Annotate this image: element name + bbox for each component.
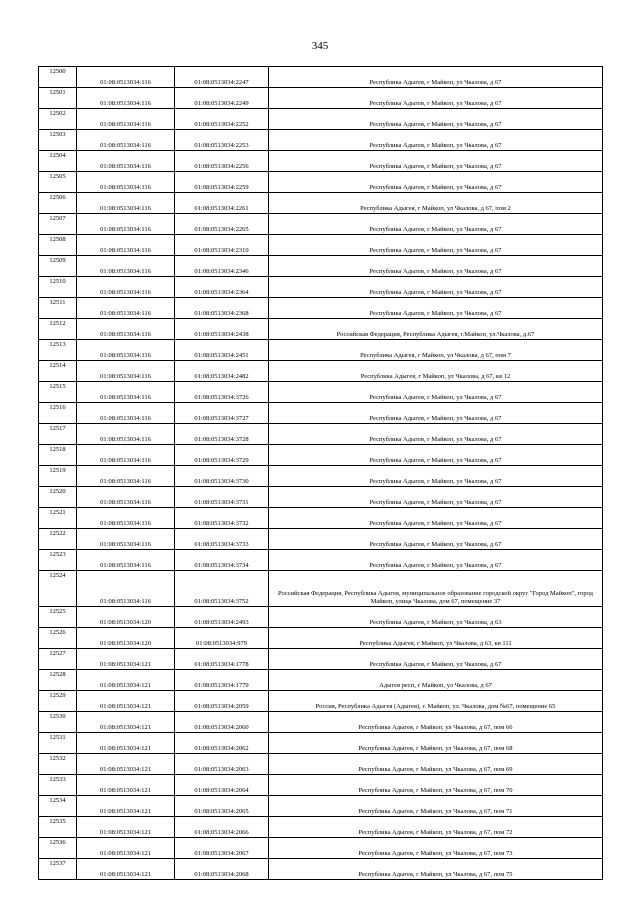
address-cell: Республика Адыгея, г Майкоп, ул Чкалова, д 67, пом 66 xyxy=(269,712,603,733)
object-cadastral-number-cell: 01:08:0513034:2068 xyxy=(175,859,269,880)
object-cadastral-number-cell: 01:08:0513034:2261 xyxy=(175,193,269,214)
parent-cadastral-number-cell: 01:08:0513034:116 xyxy=(77,466,175,487)
parent-cadastral-number-cell: 01:08:0513034:116 xyxy=(77,172,175,193)
table-row xyxy=(39,214,603,235)
address-cell: Республика Адыгея, г Майкоп, ул Чкалова, д 67 xyxy=(269,382,603,403)
row-number-cell: 12519 xyxy=(39,466,77,487)
row-number-cell: 12507 xyxy=(39,214,77,235)
address-cell: Республика Адыгея, г Майкоп, ул Чкалова, д 67, пом 7 xyxy=(269,340,603,361)
row-number-cell: 12509 xyxy=(39,256,77,277)
object-cadastral-number-cell: 01:08:0513034:2249 xyxy=(175,88,269,109)
address-cell: Республика Адыгея, г Майкоп, ул Чкалова, д 67, кв 12 xyxy=(269,361,603,382)
parent-cadastral-number-cell: 01:08:0513034:120 xyxy=(77,607,175,628)
address-cell: Республика Адыгея, г Майкоп, ул Чкалова, д 67, пом 71 xyxy=(269,796,603,817)
row-number-cell: 12505 xyxy=(39,172,77,193)
table-row xyxy=(39,796,603,817)
table-row xyxy=(39,712,603,733)
table-row xyxy=(39,340,603,361)
table-row xyxy=(39,319,603,340)
parent-cadastral-number-cell: 01:08:0513034:121 xyxy=(77,733,175,754)
table-row xyxy=(39,466,603,487)
address-cell: Республика Адыгея, г Майкоп, ул Чкалова, д 67 xyxy=(269,424,603,445)
address-cell: Республика Адыгея, г Майкоп, ул Чкалова, д 67 xyxy=(269,466,603,487)
address-cell: Республика Адыгея, г Майкоп, ул Чкалова, д 67 xyxy=(269,277,603,298)
row-number-cell: 12504 xyxy=(39,151,77,172)
object-cadastral-number-cell: 01:08:0513034:2253 xyxy=(175,130,269,151)
row-number-cell: 12529 xyxy=(39,691,77,712)
row-number-cell: 12506 xyxy=(39,193,77,214)
parent-cadastral-number-cell: 01:08:0513034:116 xyxy=(77,130,175,151)
parent-cadastral-number-cell: 01:08:0513034:121 xyxy=(77,838,175,859)
parent-cadastral-number-cell: 01:08:0513034:121 xyxy=(77,712,175,733)
object-cadastral-number-cell: 01:08:0513034:2065 xyxy=(175,796,269,817)
table-row xyxy=(39,529,603,550)
parent-cadastral-number-cell: 01:08:0513034:116 xyxy=(77,340,175,361)
parent-cadastral-number-cell: 01:08:0513034:116 xyxy=(77,529,175,550)
table-row xyxy=(39,445,603,466)
table-row xyxy=(39,775,603,796)
row-number-cell: 12501 xyxy=(39,88,77,109)
row-number-cell: 12512 xyxy=(39,319,77,340)
row-number-cell: 12503 xyxy=(39,130,77,151)
table-row xyxy=(39,193,603,214)
parent-cadastral-number-cell: 01:08:0513034:116 xyxy=(77,256,175,277)
table-row xyxy=(39,130,603,151)
table-row xyxy=(39,838,603,859)
object-cadastral-number-cell: 01:08:0513034:979 xyxy=(175,628,269,649)
table-row xyxy=(39,487,603,508)
parent-cadastral-number-cell: 01:08:0513034:120 xyxy=(77,628,175,649)
parent-cadastral-number-cell: 01:08:0513034:116 xyxy=(77,424,175,445)
parent-cadastral-number-cell: 01:08:0513034:116 xyxy=(77,67,175,88)
object-cadastral-number-cell: 01:08:0513034:3730 xyxy=(175,466,269,487)
parent-cadastral-number-cell: 01:08:0513034:121 xyxy=(77,859,175,880)
table-row xyxy=(39,109,603,130)
object-cadastral-number-cell: 01:08:0513034:1779 xyxy=(175,670,269,691)
object-cadastral-number-cell: 01:08:0513034:2259 xyxy=(175,172,269,193)
address-cell: Республика Адыгея, г Майкоп, ул Чкалова, д 67 xyxy=(269,172,603,193)
table-row xyxy=(39,151,603,172)
address-cell: Республика Адыгея, г Майкоп, ул Чкалова, д 67 xyxy=(269,403,603,424)
object-cadastral-number-cell: 01:08:0513034:2364 xyxy=(175,277,269,298)
parent-cadastral-number-cell: 01:08:0513034:116 xyxy=(77,298,175,319)
row-number-cell: 12511 xyxy=(39,298,77,319)
address-cell: Республика Адыгея, г Майкоп, ул Чкалова, д 67 xyxy=(269,508,603,529)
parent-cadastral-number-cell: 01:08:0513034:116 xyxy=(77,214,175,235)
row-number-cell: 12527 xyxy=(39,649,77,670)
address-cell: Республика Адыгея, г Майкоп, ул Чкалова, д 63 xyxy=(269,607,603,628)
row-number-cell: 12502 xyxy=(39,109,77,130)
table-row xyxy=(39,424,603,445)
table-row xyxy=(39,172,603,193)
object-cadastral-number-cell: 01:08:0513034:2451 xyxy=(175,340,269,361)
table-row xyxy=(39,733,603,754)
object-cadastral-number-cell: 01:08:0513034:3734 xyxy=(175,550,269,571)
table-row xyxy=(39,859,603,880)
parent-cadastral-number-cell: 01:08:0513034:116 xyxy=(77,109,175,130)
table-row xyxy=(39,298,603,319)
object-cadastral-number-cell: 01:08:0513034:2067 xyxy=(175,838,269,859)
row-number-cell: 12521 xyxy=(39,508,77,529)
object-cadastral-number-cell: 01:08:0513034:2252 xyxy=(175,109,269,130)
object-cadastral-number-cell: 01:08:0513034:2064 xyxy=(175,775,269,796)
table-row xyxy=(39,403,603,424)
row-number-cell: 12513 xyxy=(39,340,77,361)
address-cell: Республика Адыгея, г Майкоп, ул Чкалова, д 67 xyxy=(269,88,603,109)
address-cell: Республика Адыгея, г Майкоп, ул Чкалова, д 67, пом 2 xyxy=(269,193,603,214)
address-cell: Республика Адыгея, г Майкоп, ул Чкалова, д 67 xyxy=(269,256,603,277)
row-number-cell: 12530 xyxy=(39,712,77,733)
parent-cadastral-number-cell: 01:08:0513034:116 xyxy=(77,487,175,508)
address-cell: Республика Адыгея, г Майкоп, ул Чкалова, д 63, кв 111 xyxy=(269,628,603,649)
parent-cadastral-number-cell: 01:08:0513034:116 xyxy=(77,571,175,607)
object-cadastral-number-cell: 01:08:0513034:2368 xyxy=(175,298,269,319)
address-cell: Республика Адыгея, г Майкоп, ул Чкалова, д 67 xyxy=(269,214,603,235)
address-cell: Республика Адыгея, г Майкоп, ул Чкалова, д 67 xyxy=(269,235,603,256)
table-row xyxy=(39,817,603,838)
address-cell: Адыгея респ, г Майкоп, ул Чкалова, д 67 xyxy=(269,670,603,691)
parent-cadastral-number-cell: 01:08:0513034:121 xyxy=(77,670,175,691)
object-cadastral-number-cell: 01:08:0513034:3729 xyxy=(175,445,269,466)
parent-cadastral-number-cell: 01:08:0513034:116 xyxy=(77,193,175,214)
parent-cadastral-number-cell: 01:08:0513034:116 xyxy=(77,508,175,529)
parent-cadastral-number-cell: 01:08:0513034:116 xyxy=(77,277,175,298)
row-number-cell: 12535 xyxy=(39,817,77,838)
address-cell: Россия, Республика Адыгея (Адыгея), г. Майкоп, ул. Чкалова, дом №67, помещение 65 xyxy=(269,691,603,712)
object-cadastral-number-cell: 01:08:0513034:2310 xyxy=(175,235,269,256)
table-row xyxy=(39,256,603,277)
row-number-cell: 12523 xyxy=(39,550,77,571)
address-cell: Республика Адыгея, г Майкоп, ул Чкалова, д 67 xyxy=(269,298,603,319)
table-row xyxy=(39,361,603,382)
object-cadastral-number-cell: 01:08:0513034:3733 xyxy=(175,529,269,550)
address-cell: Республика Адыгея, г Майкоп, ул Чкалова, д 67 xyxy=(269,445,603,466)
object-cadastral-number-cell: 01:08:0513034:2063 xyxy=(175,754,269,775)
address-cell: Республика Адыгея, г Майкоп, ул Чкалова, д 67, пом 72 xyxy=(269,817,603,838)
row-number-cell: 12508 xyxy=(39,235,77,256)
object-cadastral-number-cell: 01:08:0513034:3752 xyxy=(175,571,269,607)
table-row xyxy=(39,382,603,403)
object-cadastral-number-cell: 01:08:0513034:3731 xyxy=(175,487,269,508)
registry-table xyxy=(38,66,603,880)
parent-cadastral-number-cell: 01:08:0513034:121 xyxy=(77,817,175,838)
row-number-cell: 12516 xyxy=(39,403,77,424)
address-cell: Российская Федерация, Республика Адыгея, г.Майкоп, ул.Чкалова, д.67 xyxy=(269,319,603,340)
row-number-cell: 12500 xyxy=(39,67,77,88)
object-cadastral-number-cell: 01:08:0513034:2346 xyxy=(175,256,269,277)
address-cell: Республика Адыгея, г Майкоп, ул Чкалова, д 67, пом 70 xyxy=(269,775,603,796)
object-cadastral-number-cell: 01:08:0513034:2247 xyxy=(175,67,269,88)
parent-cadastral-number-cell: 01:08:0513034:116 xyxy=(77,319,175,340)
parent-cadastral-number-cell: 01:08:0513034:121 xyxy=(77,691,175,712)
object-cadastral-number-cell: 01:08:0513034:2482 xyxy=(175,361,269,382)
object-cadastral-number-cell: 01:08:0513034:3726 xyxy=(175,382,269,403)
parent-cadastral-number-cell: 01:08:0513034:116 xyxy=(77,88,175,109)
object-cadastral-number-cell: 01:08:0513034:3727 xyxy=(175,403,269,424)
address-cell: Республика Адыгея, г Майкоп, ул Чкалова, д 67 xyxy=(269,529,603,550)
address-cell: Республика Адыгея, г Майкоп, ул Чкалова, д 67, пом 69 xyxy=(269,754,603,775)
table-row xyxy=(39,754,603,775)
table-row xyxy=(39,670,603,691)
table-row xyxy=(39,550,603,571)
address-cell: Республика Адыгея, г Майкоп, ул Чкалова, д 67 xyxy=(269,67,603,88)
object-cadastral-number-cell: 01:08:0513034:2066 xyxy=(175,817,269,838)
object-cadastral-number-cell: 01:08:0513034:3728 xyxy=(175,424,269,445)
address-cell: Республика Адыгея, г Майкоп, ул Чкалова, д 67 xyxy=(269,550,603,571)
parent-cadastral-number-cell: 01:08:0513034:121 xyxy=(77,796,175,817)
address-cell: Республика Адыгея, г Майкоп, ул Чкалова, д 67 xyxy=(269,109,603,130)
parent-cadastral-number-cell: 01:08:0513034:121 xyxy=(77,754,175,775)
row-number-cell: 12536 xyxy=(39,838,77,859)
row-number-cell: 12515 xyxy=(39,382,77,403)
object-cadastral-number-cell: 01:08:0513034:2493 xyxy=(175,607,269,628)
object-cadastral-number-cell: 01:08:0513034:2062 xyxy=(175,733,269,754)
page-number: 345 xyxy=(311,40,329,52)
table-row xyxy=(39,607,603,628)
parent-cadastral-number-cell: 01:08:0513034:116 xyxy=(77,445,175,466)
row-number-cell: 12510 xyxy=(39,277,77,298)
parent-cadastral-number-cell: 01:08:0513034:116 xyxy=(77,403,175,424)
row-number-cell: 12532 xyxy=(39,754,77,775)
object-cadastral-number-cell: 01:08:0513034:2438 xyxy=(175,319,269,340)
table-row xyxy=(39,235,603,256)
parent-cadastral-number-cell: 01:08:0513034:116 xyxy=(77,361,175,382)
address-cell: Республика Адыгея, г Майкоп, ул Чкалова, д 67 xyxy=(269,649,603,670)
row-number-cell: 12520 xyxy=(39,487,77,508)
parent-cadastral-number-cell: 01:08:0513034:116 xyxy=(77,550,175,571)
parent-cadastral-number-cell: 01:08:0513034:121 xyxy=(77,775,175,796)
table-row xyxy=(39,691,603,712)
row-number-cell: 12531 xyxy=(39,733,77,754)
row-number-cell: 12526 xyxy=(39,628,77,649)
row-number-cell: 12537 xyxy=(39,859,77,880)
row-number-cell: 12528 xyxy=(39,670,77,691)
object-cadastral-number-cell: 01:08:0513034:2059 xyxy=(175,691,269,712)
address-cell: Республика Адыгея, г Майкоп, ул Чкалова, д 67 xyxy=(269,487,603,508)
object-cadastral-number-cell: 01:08:0513034:2060 xyxy=(175,712,269,733)
parent-cadastral-number-cell: 01:08:0513034:116 xyxy=(77,151,175,172)
table-row xyxy=(39,571,603,607)
address-cell: Российская Федерация, Республика Адыгея, муниципальное образование городской округ "Город Майкоп", город Майкоп, улица Чкалова, дом 67, помещение 37 xyxy=(269,571,603,607)
table-row xyxy=(39,649,603,670)
table-row xyxy=(39,628,603,649)
address-cell: Республика Адыгея, г Майкоп, ул Чкалова, д 67 xyxy=(269,151,603,172)
table-row xyxy=(39,277,603,298)
table-row xyxy=(39,67,603,88)
address-cell: Республика Адыгея, г Майкоп, ул Чкалова, д 67, пом 75 xyxy=(269,859,603,880)
parent-cadastral-number-cell: 01:08:0513034:116 xyxy=(77,382,175,403)
address-cell: Республика Адыгея, г Майкоп, ул Чкалова, д 67, пом 73 xyxy=(269,838,603,859)
table-row xyxy=(39,88,603,109)
table-row xyxy=(39,508,603,529)
row-number-cell: 12534 xyxy=(39,796,77,817)
registry-body xyxy=(39,67,603,880)
object-cadastral-number-cell: 01:08:0513034:3732 xyxy=(175,508,269,529)
object-cadastral-number-cell: 01:08:0513034:2265 xyxy=(175,214,269,235)
row-number-cell: 12518 xyxy=(39,445,77,466)
row-number-cell: 12524 xyxy=(39,571,77,607)
address-cell: Республика Адыгея, г Майкоп, ул Чкалова, д 67 xyxy=(269,130,603,151)
object-cadastral-number-cell: 01:08:0513034:2256 xyxy=(175,151,269,172)
parent-cadastral-number-cell: 01:08:0513034:116 xyxy=(77,235,175,256)
object-cadastral-number-cell: 01:08:0513034:1778 xyxy=(175,649,269,670)
parent-cadastral-number-cell: 01:08:0513034:121 xyxy=(77,649,175,670)
row-number-cell: 12522 xyxy=(39,529,77,550)
row-number-cell: 12533 xyxy=(39,775,77,796)
row-number-cell: 12517 xyxy=(39,424,77,445)
row-number-cell: 12514 xyxy=(39,361,77,382)
row-number-cell: 12525 xyxy=(39,607,77,628)
address-cell: Республика Адыгея, г Майкоп, ул Чкалова, д 67, пом 68 xyxy=(269,733,603,754)
